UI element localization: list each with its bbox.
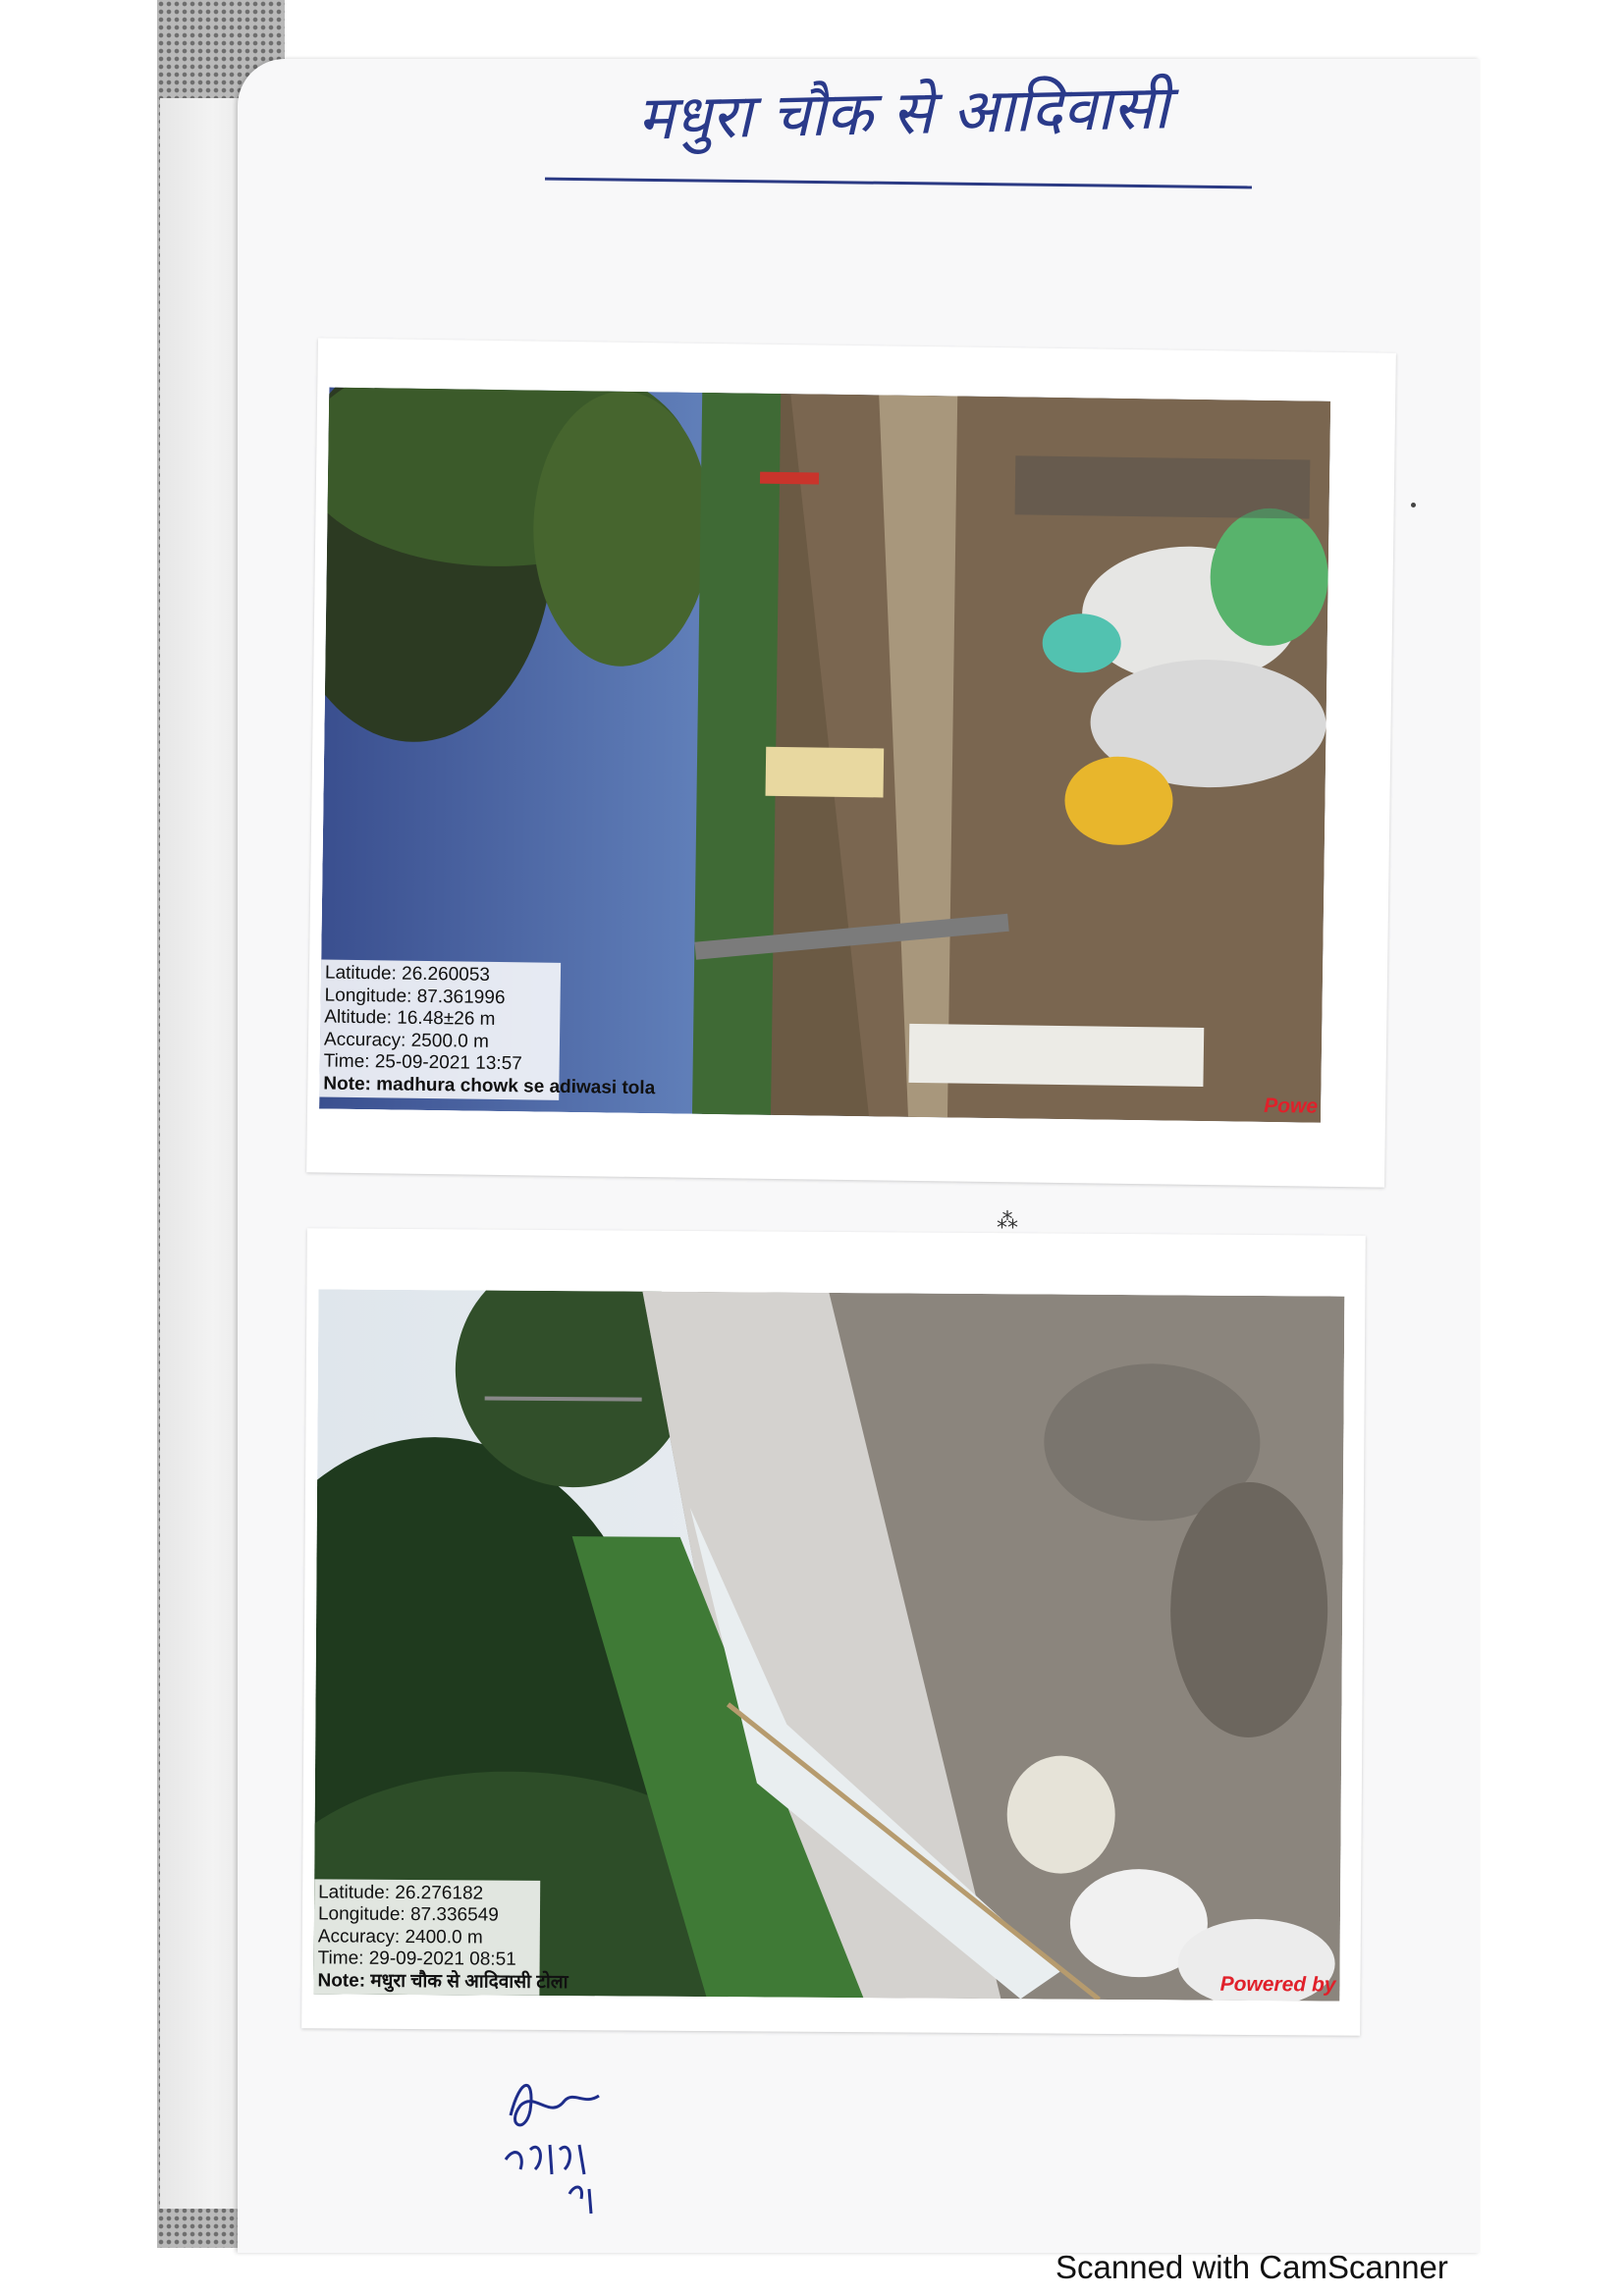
signature-scribble [491,2066,628,2223]
longitude-text: Longitude: 87.336549 [317,1903,499,1926]
accuracy-text: Accuracy: 2400.0 m [317,1925,483,1949]
app-watermark-2: Powered by [1219,1972,1336,1997]
handwritten-signature [491,2066,628,2223]
paper-scuff-mark: ⁂ [997,1209,1018,1234]
photo-print-2 [301,1228,1366,2036]
note-text: Note: मधुरा चौक से आदिवासी टोला [317,1969,568,1993]
latitude-text: Latitude: 26.276182 [318,1881,484,1904]
ink-dot [1411,503,1416,507]
geotag-overlay-2 [313,1879,568,1996]
note-text: Note: madhura chowk se adiwasi tola [323,1073,656,1098]
accuracy-text: Accuracy: 2500.0 m [323,1029,490,1052]
time-text: Time: 25-09-2021 13:57 [323,1050,522,1075]
photo-print-1 [306,338,1396,1187]
longitude-text: Longitude: 87.361996 [324,985,506,1008]
camscanner-footer: Scanned with CamScanner [1055,2249,1448,2285]
latitude-text: Latitude: 26.260053 [324,962,491,986]
geotag-overlay-1 [319,959,656,1099]
time-text: Time: 29-09-2021 08:51 [317,1948,516,1970]
app-watermark-1: Powe [1264,1094,1319,1118]
binder-left-page [160,98,249,2209]
site-photo-1 [319,388,1330,1123]
site-photo-2 [313,1289,1344,2001]
handwritten-heading: मधुरा चौक से आदिवासी [636,71,1170,154]
altitude-text: Altitude: 16.48±26 m [324,1006,496,1030]
